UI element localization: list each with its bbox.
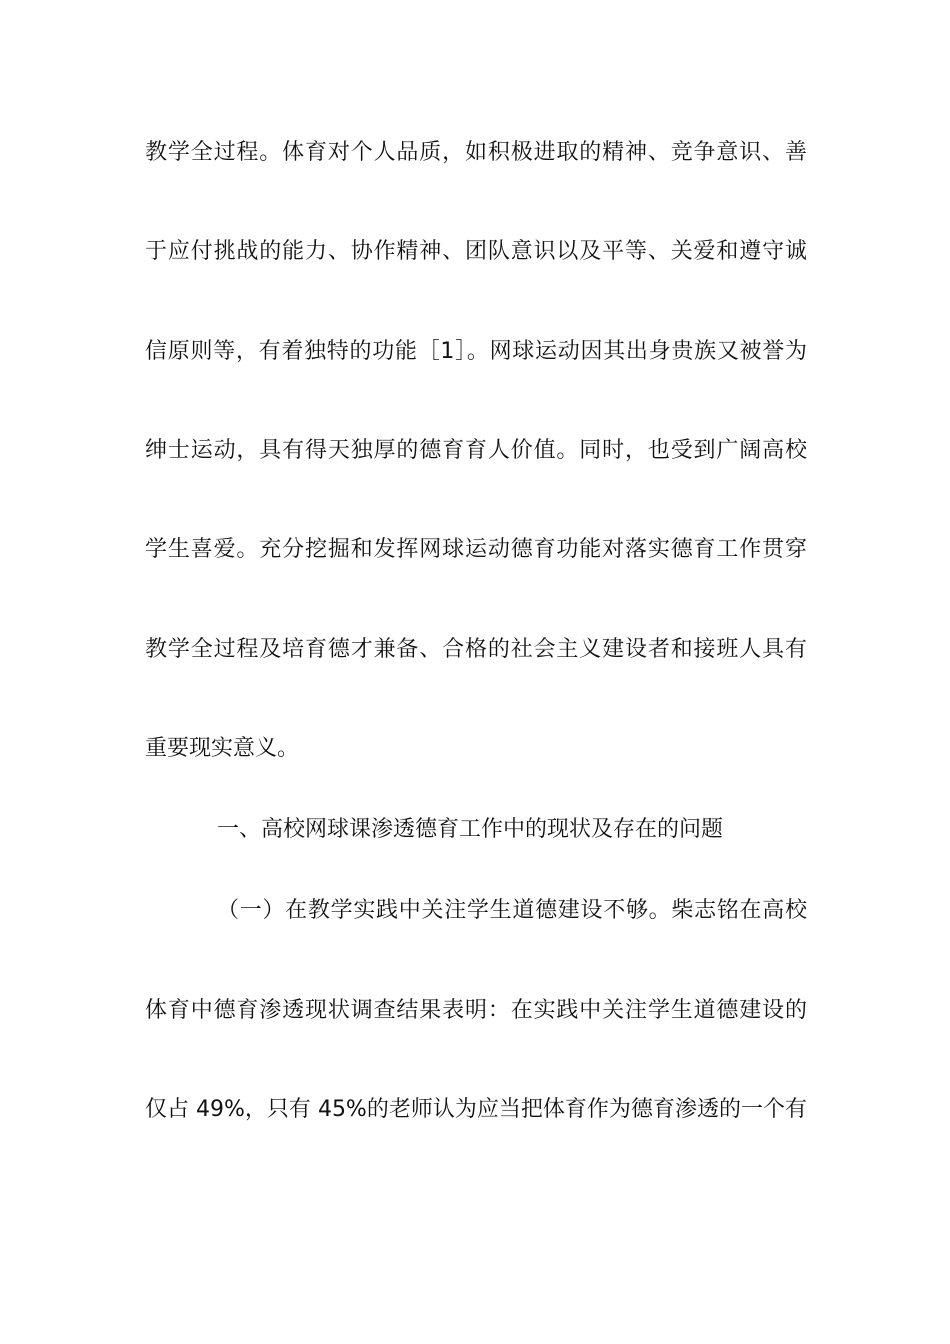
- paragraph-line-3: 信原则等，有着独特的功能［1］。网球运动因其出身贵族又被誉为: [145, 339, 807, 364]
- subsection-line-1: （一）在教学实践中关注学生道德建设不够。柴志铭在高校: [217, 898, 807, 923]
- subsection-line-3: 仅占 49%，只有 45%的老师认为应当把体育作为德育渗透的一个有: [145, 1097, 807, 1122]
- paragraph-line-6: 教学全过程及培育德才兼备、合格的社会主义建设者和接班人具有: [145, 637, 807, 662]
- subsection-line-2: 体育中德育渗透现状调查结果表明：在实践中关注学生道德建设的: [145, 998, 807, 1023]
- paragraph-line-4: 绅士运动，具有得天独厚的德育育人价值。同时，也受到广阔高校: [145, 438, 807, 463]
- paragraph-line-7: 重要现实意义。: [145, 736, 300, 761]
- section-heading: 一、高校网球课渗透德育工作中的现状及存在的问题: [217, 817, 724, 842]
- paragraph-line-5: 学生喜爱。充分挖掘和发挥网球运动德育功能对落实德育工作贯穿: [145, 537, 807, 562]
- paragraph-line-2: 于应付挑战的能力、协作精神、团队意识以及平等、关爱和遵守诚: [145, 239, 807, 264]
- paragraph-line-1: 教学全过程。体育对个人品质，如积极进取的精神、竞争意识、善: [145, 140, 807, 165]
